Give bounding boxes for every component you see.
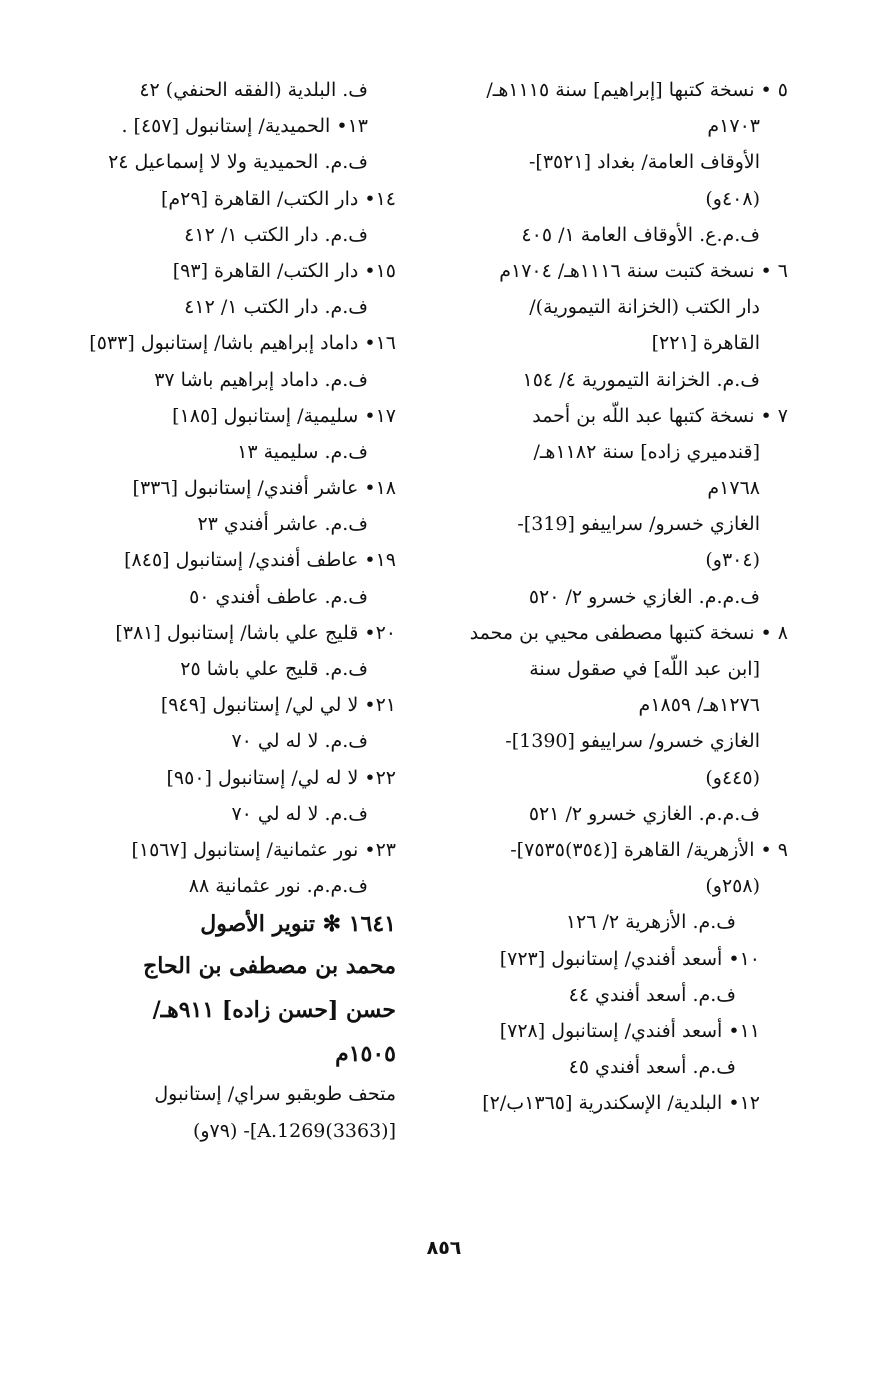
text-line: ف.م. قليج علي باشا ٢٥ [180, 658, 368, 680]
text-line: الأوقاف العامة/ بغداد [٣٥٢١]- [528, 151, 760, 174]
text-line: ١٧• سليمية/ إستانبول [١٨٥] [172, 404, 396, 427]
text-line: ف.م. لا له لي ٧٠ [231, 730, 368, 753]
text-line: ٢٠• قليج علي باشا/ إستانبول [٣٨١] [115, 621, 396, 644]
text-line: ١٥• دار الكتب/ القاهرة [٩٣] [172, 259, 396, 282]
text-line: ٦ • نسخة كتبت سنة ١١١٦هـ/ ١٧٠٤م [499, 259, 788, 282]
text-line: ٢٢• لا له لي/ إستانبول [٩٥٠] [166, 766, 396, 789]
left-column [40, 72, 396, 1149]
text-line: الغازي خسرو/ سراييفو [319]- [517, 513, 760, 536]
text-line: ف.م. عاطف أفندي ٥٠ [189, 585, 368, 608]
text-line: ف.م. لا له لي ٧٠ [231, 802, 368, 825]
text-line: [ابن عبد اللّه] في صقول سنة [529, 658, 760, 680]
text-line: ف.م. الأزهرية ٢/ ١٢٦ [565, 911, 736, 934]
entry-title: ١٦٤١ ✻ تنوير الأصول [200, 911, 396, 938]
text-line: ١٨• عاشر أفندي/ إستانبول [٣٣٦] [132, 477, 396, 500]
text-line: [قندميري زاده] سنة ١١٨٢هـ/ [533, 440, 760, 463]
text-line: ف.م. دار الكتب ١/ ٤١٢ [184, 223, 368, 246]
text-line: ١٧٠٣م [707, 115, 760, 138]
text-line: ١٩• عاطف أفندي/ إستانبول [٨٤٥] [124, 549, 396, 572]
text-line: ف.م.م. الغازي خسرو ٢/ ٥٢١ [528, 802, 760, 825]
text-line: ١٦• داماد إبراهيم باشا/ إستانبول [٥٣٣] [89, 332, 396, 355]
text-line: ف.م. الحميدية ولا لا إسماعيل ٢٤ [108, 151, 368, 174]
text-line: القاهرة [٢٢١] [651, 332, 760, 355]
text-line: ف.م. أسعد أفندي ٤٥ [568, 1056, 736, 1079]
text-line: ١٢٧٦هـ/ ١٨٥٩م [638, 694, 760, 717]
text-line: (٣٠٤و) [705, 549, 760, 572]
text-line: ١٤• دار الكتب/ القاهرة [٢٩م] [160, 187, 396, 210]
text-line: ٩ • الأزهرية/ القاهرة [(٣٥٤)٧٥٣٥]- [510, 838, 788, 861]
manuscript-location: متحف طوبقبو سراي/ إستانبول [154, 1083, 396, 1106]
text-line: ١٠• أسعد أفندي/ إستانبول [٧٢٣] [499, 947, 760, 970]
author-line: حسن [حسن زاده] ٩١١هـ/ [152, 997, 396, 1024]
author-line: محمد بن مصطفى بن الحاج [143, 953, 396, 980]
text-line: ١٣• الحميدية/ إستانبول [٤٥٧] . [121, 115, 368, 138]
text-line: ف. البلدية (الفقه الحنفي) ٤٢ [139, 79, 368, 101]
text-line: ف.م. دار الكتب ١/ ٤١٢ [184, 296, 368, 319]
text-line: (٤٤٥و) [705, 766, 760, 789]
text-line: ف.م.م. نور عثمانية ٨٨ [188, 875, 368, 898]
text-line: دار الكتب (الخزانة التيمورية)/ [529, 296, 760, 319]
text-line: ٥ • نسخة كتبها [إبراهيم] سنة ١١١٥هـ/ [486, 79, 788, 101]
text-line: ٢٣• نور عثمانية/ إستانبول [١٥٦٧] [131, 838, 396, 861]
text-line: ١٧٦٨م [707, 477, 760, 500]
text-line: ف.م. الخزانة التيمورية ٤/ ١٥٤ [522, 368, 760, 391]
left-entries [40, 72, 396, 904]
author-line: ١٥٠٥م [335, 1041, 396, 1068]
text-line: (٢٥٨و) [705, 875, 760, 898]
text-line: (٤٠٨و) [705, 187, 760, 210]
page-number: ٨٥٦ [426, 1237, 462, 1259]
text-line: ٢١• لا لي لي/ إستانبول [٩٤٩] [160, 694, 396, 717]
text-line: ف.م.ع. الأوقاف العامة ١/ ٤٠٥ [521, 223, 760, 246]
text-line: ف.م.م. الغازي خسرو ٢/ ٥٢٠ [528, 585, 760, 608]
text-line: الغازي خسرو/ سراييفو [1390]- [505, 730, 760, 753]
right-column [436, 72, 788, 1121]
text-line: ف.م. عاشر أفندي ٢٣ [197, 513, 368, 536]
manuscript-shelfmark: [(3363)A.1269]- (٧٩و) [192, 1119, 396, 1142]
text-line: ٨ • نسخة كتبها مصطفى محيي بن محمد [469, 621, 788, 644]
text-line: ف.م. سليمية ١٣ [237, 440, 368, 463]
text-line: ١٢• البلدية/ الإسكندرية [١٣٦٥ب/٢] [482, 1092, 760, 1115]
text-line: ف.م. داماد إبراهيم باشا ٣٧ [154, 368, 368, 391]
text-line: ٧ • نسخة كتبها عبد اللّه بن أحمد [532, 404, 788, 427]
text-line: ف.م. أسعد أفندي ٤٤ [568, 983, 736, 1006]
text-line: ١١• أسعد أفندي/ إستانبول [٧٢٨] [499, 1019, 760, 1042]
